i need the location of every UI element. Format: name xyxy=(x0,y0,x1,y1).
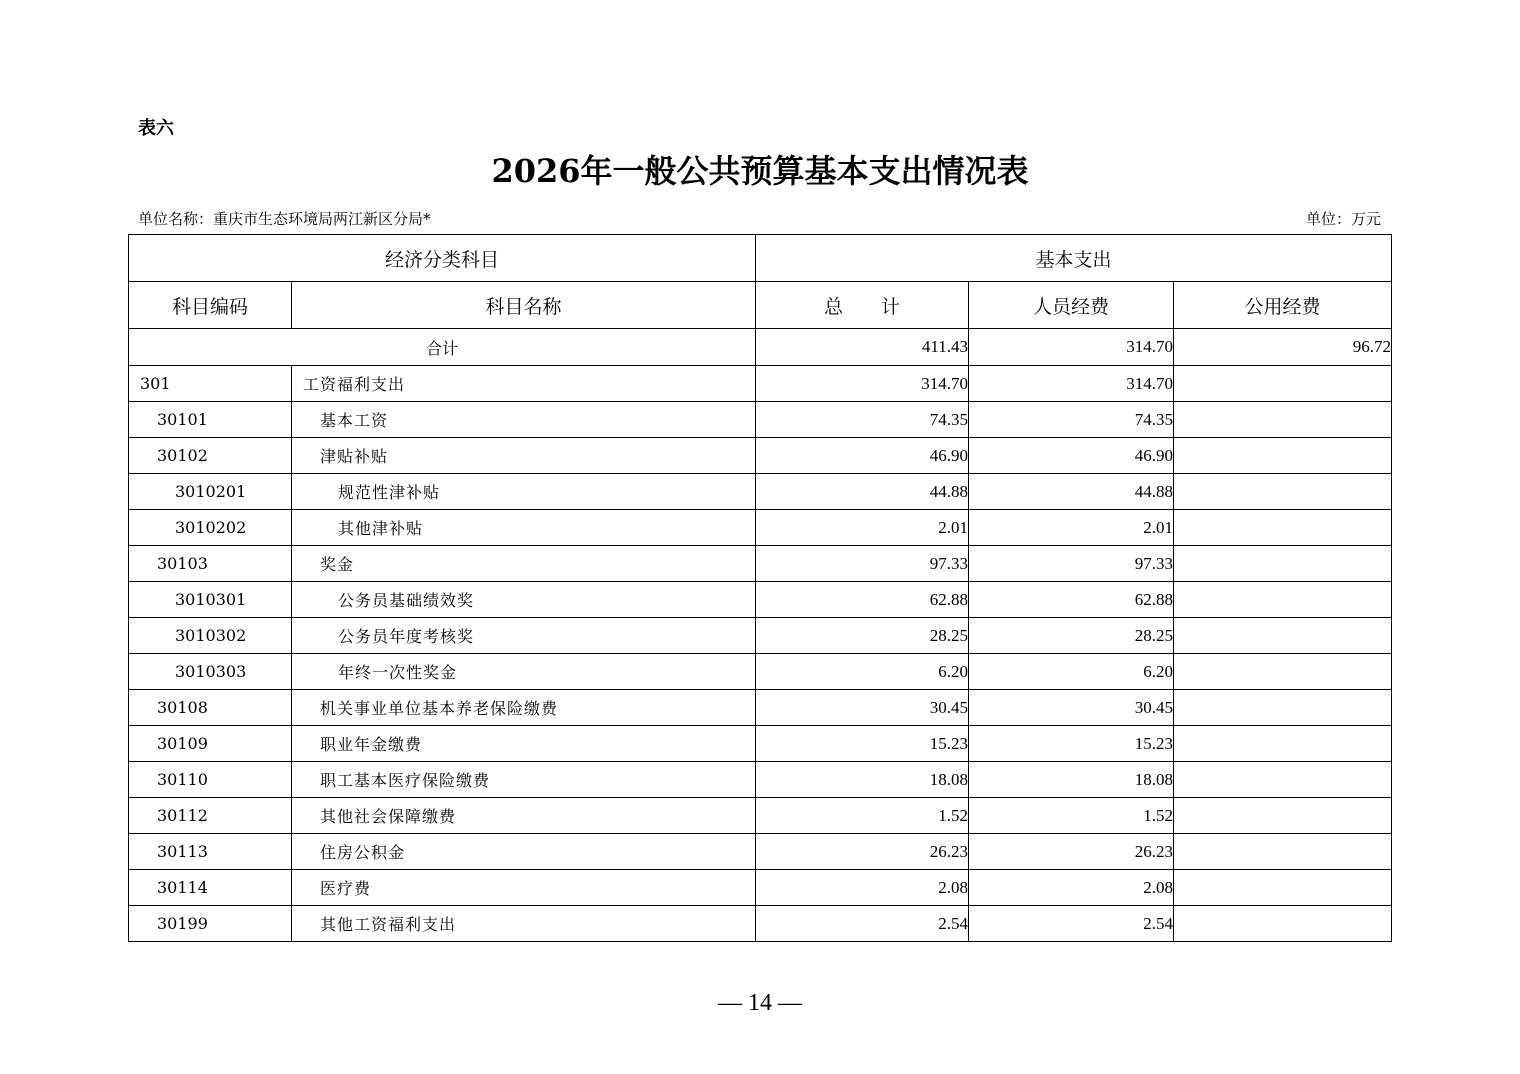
total-row xyxy=(129,329,1392,366)
header-public: 公用经费 xyxy=(1174,282,1392,329)
row-public xyxy=(1174,618,1392,654)
row-name: 职工基本医疗保险缴费 xyxy=(292,762,756,798)
table-row xyxy=(129,366,1392,402)
row-total: 15.23 xyxy=(756,726,969,762)
row-total: 97.33 xyxy=(756,546,969,582)
row-personnel: 15.23 xyxy=(969,726,1174,762)
table-row xyxy=(129,834,1392,870)
row-public xyxy=(1174,366,1392,402)
unit-label: 单位：万元 xyxy=(1305,210,1381,228)
row-personnel: 26.23 xyxy=(969,834,1174,870)
row-public xyxy=(1174,402,1392,438)
row-personnel: 74.35 xyxy=(969,402,1174,438)
row-personnel: 28.25 xyxy=(969,618,1174,654)
row-name: 年终一次性奖金 xyxy=(292,654,756,690)
row-public xyxy=(1174,726,1392,762)
table-row xyxy=(129,762,1392,798)
row-total: 314.70 xyxy=(756,366,969,402)
row-total: 26.23 xyxy=(756,834,969,870)
budget-table xyxy=(128,234,1392,942)
row-code: 30114 xyxy=(129,870,292,906)
row-personnel: 2.54 xyxy=(969,906,1174,942)
row-public xyxy=(1174,582,1392,618)
row-public xyxy=(1174,906,1392,942)
row-code: 3010202 xyxy=(129,510,292,546)
row-personnel: 30.45 xyxy=(969,690,1174,726)
table-row xyxy=(129,546,1392,582)
row-name: 基本工资 xyxy=(292,402,756,438)
row-name: 职业年金缴费 xyxy=(292,726,756,762)
row-name: 公务员基础绩效奖 xyxy=(292,582,756,618)
row-personnel: 62.88 xyxy=(969,582,1174,618)
row-code: 30199 xyxy=(129,906,292,942)
row-name: 其他工资福利支出 xyxy=(292,906,756,942)
table-row xyxy=(129,690,1392,726)
row-personnel: 97.33 xyxy=(969,546,1174,582)
row-public xyxy=(1174,654,1392,690)
table-row xyxy=(129,474,1392,510)
row-personnel: 1.52 xyxy=(969,798,1174,834)
row-public xyxy=(1174,474,1392,510)
row-code: 30112 xyxy=(129,798,292,834)
header-econ-group: 经济分类科目 xyxy=(129,235,756,282)
row-total: 2.08 xyxy=(756,870,969,906)
row-total: 18.08 xyxy=(756,762,969,798)
table-row xyxy=(129,438,1392,474)
row-total: 74.35 xyxy=(756,402,969,438)
table-row xyxy=(129,654,1392,690)
row-name: 规范性津补贴 xyxy=(292,474,756,510)
row-public xyxy=(1174,510,1392,546)
table-row xyxy=(129,510,1392,546)
row-total: 2.01 xyxy=(756,510,969,546)
page-number: — 14 — xyxy=(718,990,802,1016)
table-row xyxy=(129,726,1392,762)
row-name: 奖金 xyxy=(292,546,756,582)
header-name: 科目名称 xyxy=(292,282,756,329)
row-public xyxy=(1174,834,1392,870)
row-personnel: 18.08 xyxy=(969,762,1174,798)
row-public xyxy=(1174,762,1392,798)
table-row xyxy=(129,618,1392,654)
row-code: 301 xyxy=(129,366,292,402)
row-personnel: 46.90 xyxy=(969,438,1174,474)
total-personnel: 314.70 xyxy=(969,329,1174,366)
row-personnel: 2.01 xyxy=(969,510,1174,546)
row-personnel: 44.88 xyxy=(969,474,1174,510)
row-public xyxy=(1174,690,1392,726)
row-name: 医疗费 xyxy=(292,870,756,906)
total-public: 96.72 xyxy=(1174,329,1392,366)
row-code: 30103 xyxy=(129,546,292,582)
row-public xyxy=(1174,438,1392,474)
row-total: 1.52 xyxy=(756,798,969,834)
row-public xyxy=(1174,546,1392,582)
header-total: 总 计 xyxy=(756,282,969,329)
row-total: 6.20 xyxy=(756,654,969,690)
table-row xyxy=(129,906,1392,942)
row-name: 机关事业单位基本养老保险缴费 xyxy=(292,690,756,726)
header-basic-group: 基本支出 xyxy=(756,235,1392,282)
row-code: 3010301 xyxy=(129,582,292,618)
row-name: 其他社会保障缴费 xyxy=(292,798,756,834)
row-personnel: 2.08 xyxy=(969,870,1174,906)
row-code: 3010302 xyxy=(129,618,292,654)
row-code: 30109 xyxy=(129,726,292,762)
row-code: 3010201 xyxy=(129,474,292,510)
total-label: 合计 xyxy=(129,329,756,366)
unit-name: 单位名称：重庆市生态环境局两江新区分局* xyxy=(138,210,431,228)
row-code: 30101 xyxy=(129,402,292,438)
row-code: 3010303 xyxy=(129,654,292,690)
page-title: 2026年一般公共预算基本支出情况表 xyxy=(491,152,1029,190)
row-name: 住房公积金 xyxy=(292,834,756,870)
table-label: 表六 xyxy=(138,118,174,139)
row-name: 其他津补贴 xyxy=(292,510,756,546)
row-personnel: 6.20 xyxy=(969,654,1174,690)
table-row xyxy=(129,402,1392,438)
row-total: 44.88 xyxy=(756,474,969,510)
row-name: 津贴补贴 xyxy=(292,438,756,474)
header-personnel: 人员经费 xyxy=(969,282,1174,329)
row-total: 46.90 xyxy=(756,438,969,474)
row-code: 30110 xyxy=(129,762,292,798)
row-public xyxy=(1174,870,1392,906)
row-total: 30.45 xyxy=(756,690,969,726)
table-row xyxy=(129,870,1392,906)
total-total: 411.43 xyxy=(756,329,969,366)
row-total: 28.25 xyxy=(756,618,969,654)
row-code: 30113 xyxy=(129,834,292,870)
row-code: 30108 xyxy=(129,690,292,726)
row-code: 30102 xyxy=(129,438,292,474)
table-row xyxy=(129,582,1392,618)
row-name: 公务员年度考核奖 xyxy=(292,618,756,654)
row-total: 2.54 xyxy=(756,906,969,942)
table-row xyxy=(129,798,1392,834)
row-personnel: 314.70 xyxy=(969,366,1174,402)
row-public xyxy=(1174,798,1392,834)
row-name: 工资福利支出 xyxy=(292,366,756,402)
row-total: 62.88 xyxy=(756,582,969,618)
header-code: 科目编码 xyxy=(129,282,292,329)
